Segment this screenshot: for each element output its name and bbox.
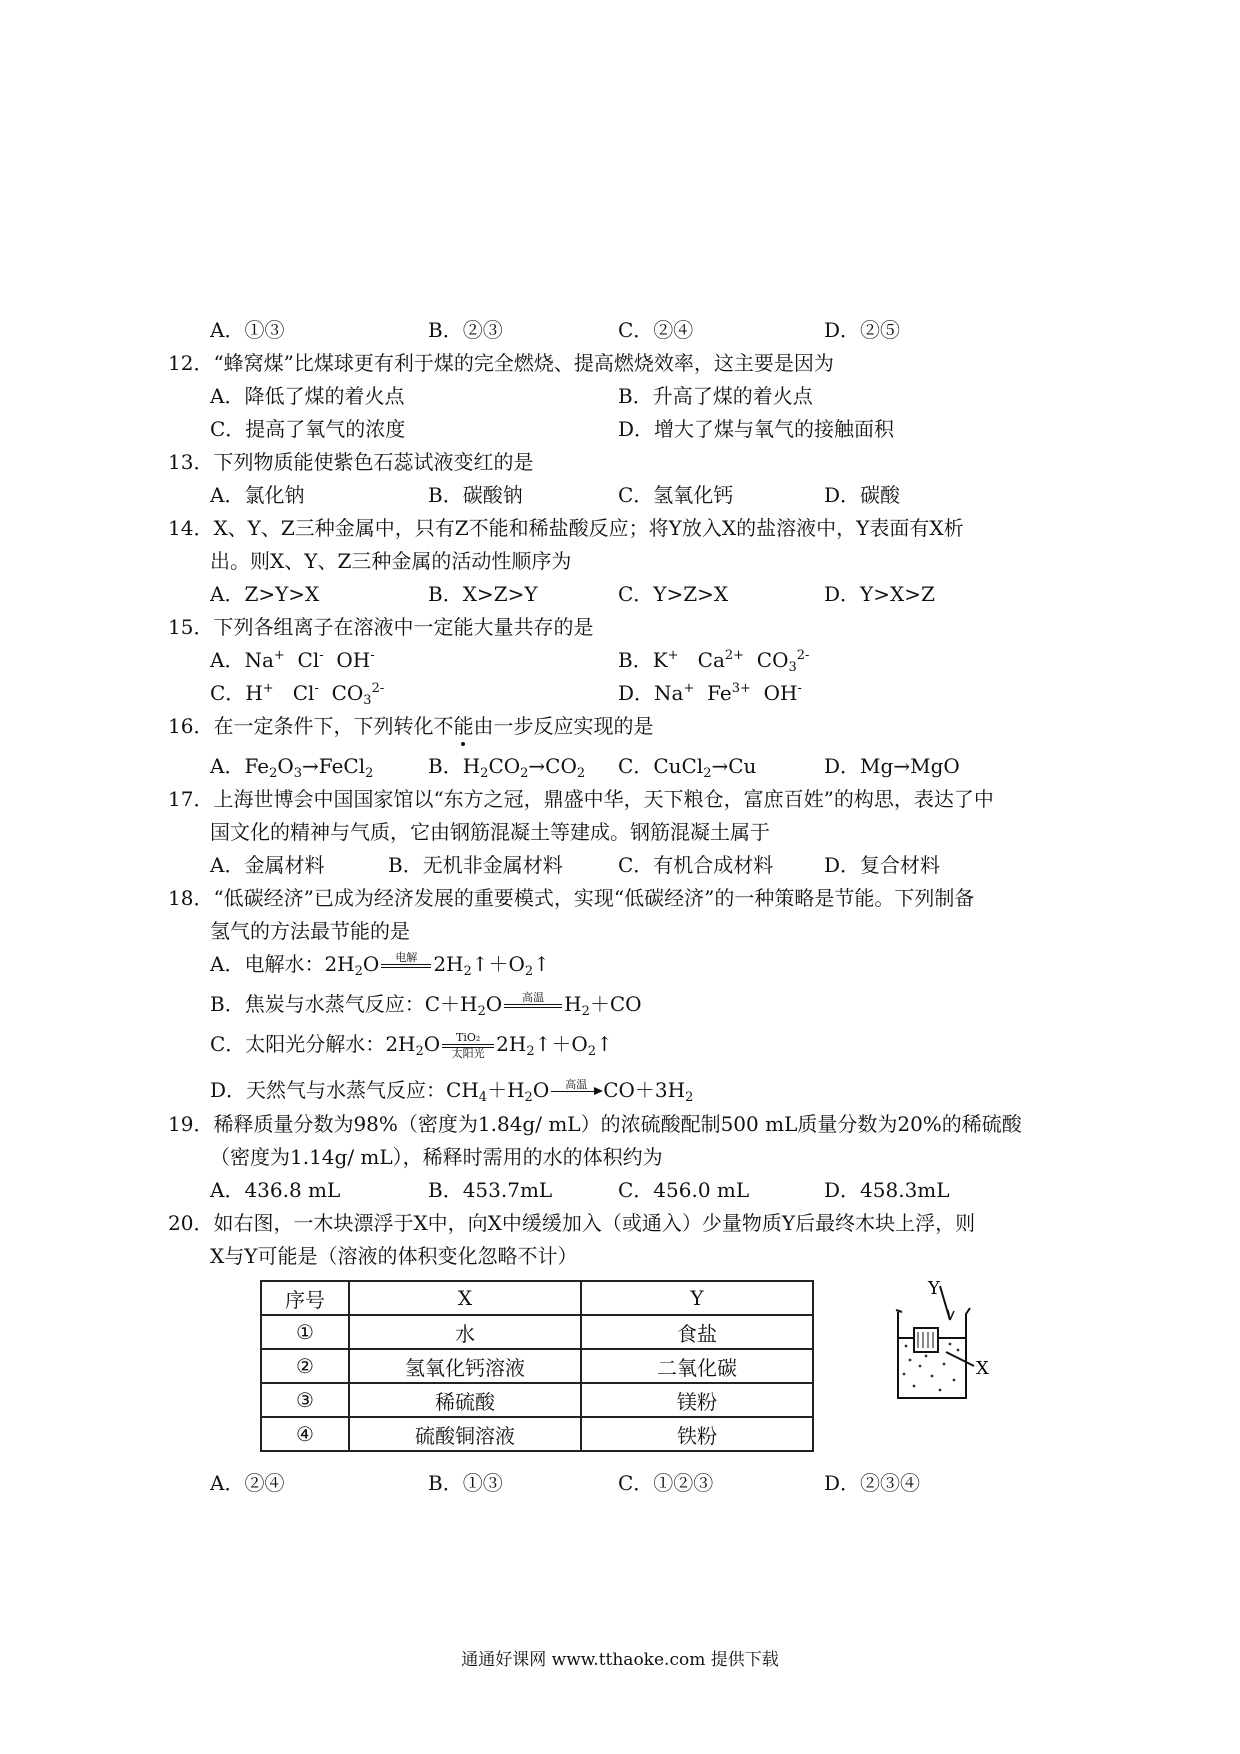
q12-option-b: B．升高了煤的着火点 [618,384,813,408]
q15-option-d: D．Na+ $Fe^{3+}$ OH- [618,681,802,705]
table-cell: 稀硫酸 [349,1383,581,1417]
q19-option-d: D．458.3mL [824,1178,950,1202]
q19-option-c: C．456.0 mL [618,1178,750,1202]
q11-option-c: C．②④ [618,318,694,342]
q12-stem: 12．“蜂窝煤”比煤球更有利于煤的完全燃烧、提高燃烧效率，这主要是因为 [168,351,834,375]
q20-table [260,1280,814,1452]
q11-option-d: D．②⑤ [824,318,901,342]
q16-option-b: B．$H_2CO_2\to CO_2$ [428,754,586,781]
table-cell: ② [261,1349,349,1383]
q20-stem-line1: 20．如右图，一木块漂浮于X中，向X中缓缓加入（或通入）少量物质Y后最终木块上浮，则 [168,1211,976,1235]
q19-stem-line1: 19．稀释质量分数为98%（密度为1.84g/ mL）的浓硫酸配制500 mL质量分数为20%的稀硫酸 [168,1112,1022,1136]
table-cell: 铁粉 [581,1417,813,1451]
q14-option-c: C．Y>Z>X [618,582,729,606]
fig-label-y: Y [928,1280,940,1299]
emphasis-dot: 能 [453,714,474,738]
fig-label-x: X [976,1358,989,1379]
q15-option-a-label: A． [210,648,245,672]
q13-option-c: C．氢氧化钙 [618,483,734,507]
condition-equals: 高温 [504,992,562,1020]
q11-option-b: B．②③ [428,318,503,342]
q14-stem-line2: 出。则X、Y、Z三种金属的活动性顺序为 [210,549,572,573]
q17-stem-line1: 17．上海世博会中国国家馆以“东方之冠，鼎盛中华，天下粮仓，富庶百姓”的构思，表达了中 [168,787,994,811]
table-cell: ④ [261,1417,349,1451]
table-header-row [261,1281,813,1315]
table-row [261,1383,813,1417]
q15-option-c: C．H+ Cl- $CO_3^{2-}$ [210,681,385,708]
table-cell: 氢氧化钙溶液 [349,1349,581,1383]
q13-option-a: A．氯化钠 [210,483,305,507]
x-pointer [946,1352,974,1366]
q19-stem-line2: （密度为1.14g/ mL），稀释时需用的水的体积约为 [210,1145,663,1169]
q11-option-a: A．①③ [210,318,285,342]
q17-option-d: D．复合材料 [824,853,941,877]
q20-option-c: C．①②③ [618,1471,714,1495]
q20-option-d: D．②③④ [824,1471,921,1495]
table-row [261,1349,813,1383]
table-cell: 食盐 [581,1315,813,1349]
q17-stem-line2: 国文化的精神与气质，它由钢筋混凝土等建成。钢筋混凝土属于 [210,820,770,844]
q15-option-d-label: D． [618,681,655,705]
condition-arrow: 高温 [551,1079,601,1104]
q15-option-b: B．K+ $Ca^{2+}$ $CO_3^{2-}$ [618,648,810,675]
table-header: X [349,1281,581,1315]
q17-option-c: C．有机合成材料 [618,853,774,877]
q18-option-d: D．天然气与水蒸气反应：$CH_4+H_2O$ 高温 $CO+3H_2$ [210,1078,694,1105]
condition-equals: 电解 [381,952,431,980]
condition-equals: TiO₂ 太阳光 [442,1032,494,1060]
q15-stem: 15．下列各组离子在溶液中一定能大量共存的是 [168,615,594,639]
q12-option-d: D．增大了煤与氧气的接触面积 [618,417,895,441]
q13-stem: 13．下列物质能使紫色石蕊试液变红的是 [168,450,534,474]
q18-stem-line1: 18．“低碳经济”已成为经济发展的重要模式，实现“低碳经济”的一种策略是节能。下列制备 [168,886,975,910]
table-header: 序号 [261,1281,349,1315]
q18-option-c: C．太阳光分解水：$2H_2O$ TiO₂ 太阳光 $2H_2↑+O_2↑$ [210,1030,613,1060]
table-cell: 水 [349,1315,581,1349]
q16-stem: 16．在一定条件下，下列转化不能由一步反应实现的是 [168,714,654,738]
q12-option-a: A．降低了煤的着火点 [210,384,405,408]
beaker-figure [880,1280,1000,1410]
q18-option-a: A．电解水：$2H_2O$ 电解 $2H_2↑+O_2↑$ [210,950,550,979]
q15-option-a: A．Na+ Cl- OH- [210,648,375,672]
q17-option-b: B．无机非金属材料 [388,853,563,877]
q15-option-c-label: C． [210,681,246,705]
q20-option-a: A．②④ [210,1471,285,1495]
q19-option-b: B．453.7mL [428,1178,553,1202]
q15-option-b-label: B． [618,648,653,672]
q16-option-c: C．CuCl$_2$→Cu [618,754,757,781]
q20-stem-line2: X与Y可能是（溶液的体积变化忽略不计） [210,1244,578,1268]
table-cell: 二氧化碳 [581,1349,813,1383]
table-cell: ③ [261,1383,349,1417]
table-cell: ① [261,1315,349,1349]
q20-option-b: B．①③ [428,1471,503,1495]
q13-option-d: D．碳酸 [824,483,901,507]
q18-option-b: B．焦炭与水蒸气反应：$C+H_2O$ 高温 $H_2+CO$ [210,990,642,1019]
q14-option-a: A．Z>Y>X [210,582,320,606]
q14-option-b: B．X>Z>Y [428,582,538,606]
table-cell: 硫酸铜溶液 [349,1417,581,1451]
q17-option-a: A．金属材料 [210,853,325,877]
q13-option-b: B．碳酸钠 [428,483,523,507]
table-row [261,1417,813,1451]
table-header: Y [581,1281,813,1315]
q16-option-d: D．Mg→MgO [824,754,960,778]
q12-option-c: C．提高了氧气的浓度 [210,417,406,441]
q14-option-d: D．Y>X>Z [824,582,935,606]
q18-stem-line2: 氢气的方法最节能的是 [210,919,410,943]
q14-stem-line1: 14．X、Y、Z三种金属中，只有Z不能和稀盐酸反应；将Y放入X的盐溶液中，Y表面有X析 [168,516,964,540]
q16-option-a: A．$Fe_2O_3\to FeCl_2$ [210,754,374,781]
table-row [261,1315,813,1349]
table-cell: 镁粉 [581,1383,813,1417]
q19-option-a: A．436.8 mL [210,1178,341,1202]
page-footer: 通通好课网 www.tthaoke.com 提供下载 [461,1650,779,1670]
